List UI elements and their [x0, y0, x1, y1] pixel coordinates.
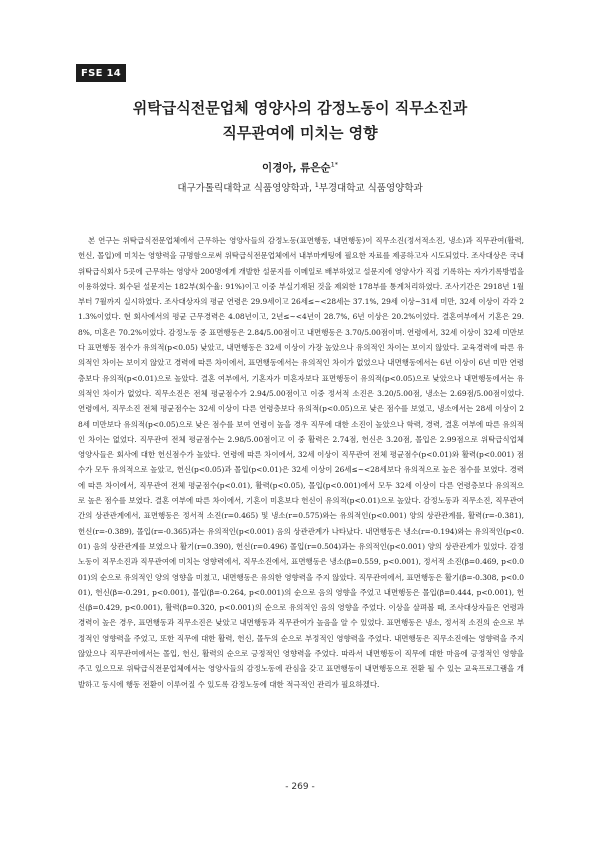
- paper-title: [60, 96, 540, 146]
- title-line-1: 위탁급식전문업체 영양사의 감정노동이 직무소진과: [132, 99, 468, 117]
- author-mark: 1*: [330, 160, 338, 169]
- author-names: 이경아, 류은순: [262, 162, 331, 174]
- affiliation-mark: 1: [314, 181, 319, 189]
- affiliation: [60, 180, 540, 194]
- author-list: [60, 160, 540, 175]
- affiliation-first: 대구가톨릭대학교 식품영양학과,: [177, 183, 315, 194]
- section-tag: FSE 14: [76, 64, 126, 82]
- abstract-body: [78, 233, 524, 692]
- affiliation-second: 부경대학교 식품영양학과: [318, 183, 423, 194]
- title-line-2: 직무관여에 미치는 영향: [222, 124, 378, 142]
- abstract-text: 본 연구는 위탁급식전문업체에서 근무하는 영양사들의 감정노동(표면행동, 내면행동)이 직무소진(정서적소진, 냉소)과 직무관여(활력, 헌신, 몰입)에 미치는 영향력을 규명함으로써 위탁급식전문업체에서 내부마케팅에 필요한 자료를 제공하고자 시도되었다. 조사대상은 국내 위탁급식회사 5곳에 근무하는 영양사 200명에게 개발한 설문지를 이메일로 배부하였고 설문지에 영양사가 직접 기록하는 자가기록방법을 이용하였다. 회수된 설문지는 182부(회수율: 91%)이고 이중 부실기재된 것을 제외한 178부를 통계처리하였다. 조사기간은 2918년 1월부터 7월까지 실시하였다. 조사대상자의 평균 연령은 29.9세이고 26세≤~<28세는 37.1%, 29세 이상~31세 미만, 32세 이상이 각각 21.3%이었다. 현 회사에서의 평균 근무경력은 4.08년이고, 2년≤~<4년이 28.7%, 6년 이상은 20.2%이었다. 결혼여부에서 기혼은 29.8%, 미혼은 70.2%이었다. 감정노동 중 표면행동은 2.84/5.00점이고 내면행동은 3.70/5.00점이며. 연령에서, 32세 이상이 32세 미만보다 표면행동 점수가 유의적(p<0.05) 낮았고, 내면행동은 32세 이상이 가장 높았으나 유의적인 차이는 보이지 않았다. 교육경력에 따른 유의적인 차이는 보이지 않았고 경력에 따른 차이에서, 표면행동에서는 유의적인 차이가 없었으나 내면행동에서는 6년 이상이 6년 미만 연령층보다 유의적(p<0.01)으로 높았다. 결혼 여부에서, 기혼자가 미혼자보다 표면행동이 유의적(p<0.05)으로 낮았으나 내면행동에서는 유의적인 차이가 없었다. 직무소진은 전체 평균점수가 2.94/5.00점이고 이중 정서적 소진은 3.20/5.00점, 냉소는 2.69점/5.00점이었다. 연령에서, 직무소진 전체 평균점수는 32세 이상이 다른 연령층보다 유의적(p<0.05)으로 낮은 점수를 보였고, 냉소에서는 28세 이상이 28세 미만보다 유의적(p<0.05)으로 낮은 점수를 보여 연령이 높을 경우 직무에 대한 소진이 높았으나 학력, 경력, 결혼 여부에 따른 유의적인 차이는 없었다. 직무관여 전체 평균점수는 2.98/5.00점이고 이 중 활력은 2.74점, 헌신은 3.20점, 몰입은 2.99점으로 위탁급식업체 영양사들은 회사에 대한 헌신점수가 높았다. 연령에 따른 차이에서, 32세 이상이 직무관여 전체 평균점수(p<0.01)와 활력(p<0.001) 점수가 모두 유의적으로 높았고, 헌신(p<0.05)과 몰입(p<0.01)은 32세 이상이 26세≤~<28세보다 유의적으로 높은 점수를 보였다. 경력에 따른 차이에서, 직무관여 전체 평균점수(p<0.01), 활력(p<0.05), 몰입(p<0.001)에서 모두 32세 이상이 다른 연령층보다 유의적으로 높은 점수를 보였다. 결혼 여부에 따른 차이에서, 기혼이 미혼보다 헌신이 유의적(p<0.01)으로 높았다. 감정노동과 직무소진, 직무관여 간의 상관관계에서, 표면행동은 정서적 소진(r=0.465) 및 냉소(r=0.575)와는 유의적인(p<0.001) 양의 상관관계를, 활력(r=-0.381), 헌신(r=-0.389), 몰입(r=-0.365)과는 유의적인(p<0.001) 음의 상관관계가 나타났다. 내면행동은 냉소(r=-0.194)와는 유의적인(p<0.01) 음의 상관관계를 보였으나 활기(r=0.390), 헌신(r=0.496) 몰입(r=0.504)과는 유의적인(p<0.001) 양의 상관관계가 있었다. 감정노동이 직무소진과 직무관여에 미치는 영향력에서, 직무소진에서, 표면행동은 냉소(β=0.559, p<0.001), 정서적 소진(β=0.469, p<0.001)의 순으로 유의적인 양의 영향을 미쳤고, 내면행동은 유의한 영향력을 주지 않았다. 직무관여에서, 표면행동은 활기(β=-0.308, p<0.001), 헌신(β=-0.291, p<0.001), 몰입(β=-0.264, p<0.001)의 순으로 음의 영향을 주었고 내면행동은 몰입(β=0.444, p<0.001), 헌신(β=0.429, p<0.001), 활력(β=0.320, p<0.001)의 순으로 유의적인 음의 영향을 주었다. 이상을 살펴볼 때, 조사대상자들은 연령과 경력이 높은 경우, 표면행동과 직무소진은 낮았고 내면행동과 직무관여가 높음을 알 수 있었다. 표면행동은 냉소, 정서적 소진의 순으로 부정적인 영향력을 주었고, 또한 직무에 대한 활력, 헌신, 몰두의 순으로 부정적인 영향력을 주었다. 내면행동은 직무소진에는 영향력을 주지 않았으나 직무관여에서는 몰입, 헌신, 활력의 순으로 긍정적인 영향력을 주었다. 따라서 내면행동이 직무에 대한 마음에 긍정적인 영향을 주고 있으므로 위탁급식전문업체에서는 영양사들의 감정노동에 관심을 갖고 표면행동이 내면행동으로 전환 될 수 있는 교육프로그램을 개발하고 동시에 행동 전환이 이루어질 수 있도록 감정노동에 대한 적극적인 관리가 필요하겠다.: [78, 236, 524, 689]
- page-number: - 269 -: [285, 782, 315, 792]
